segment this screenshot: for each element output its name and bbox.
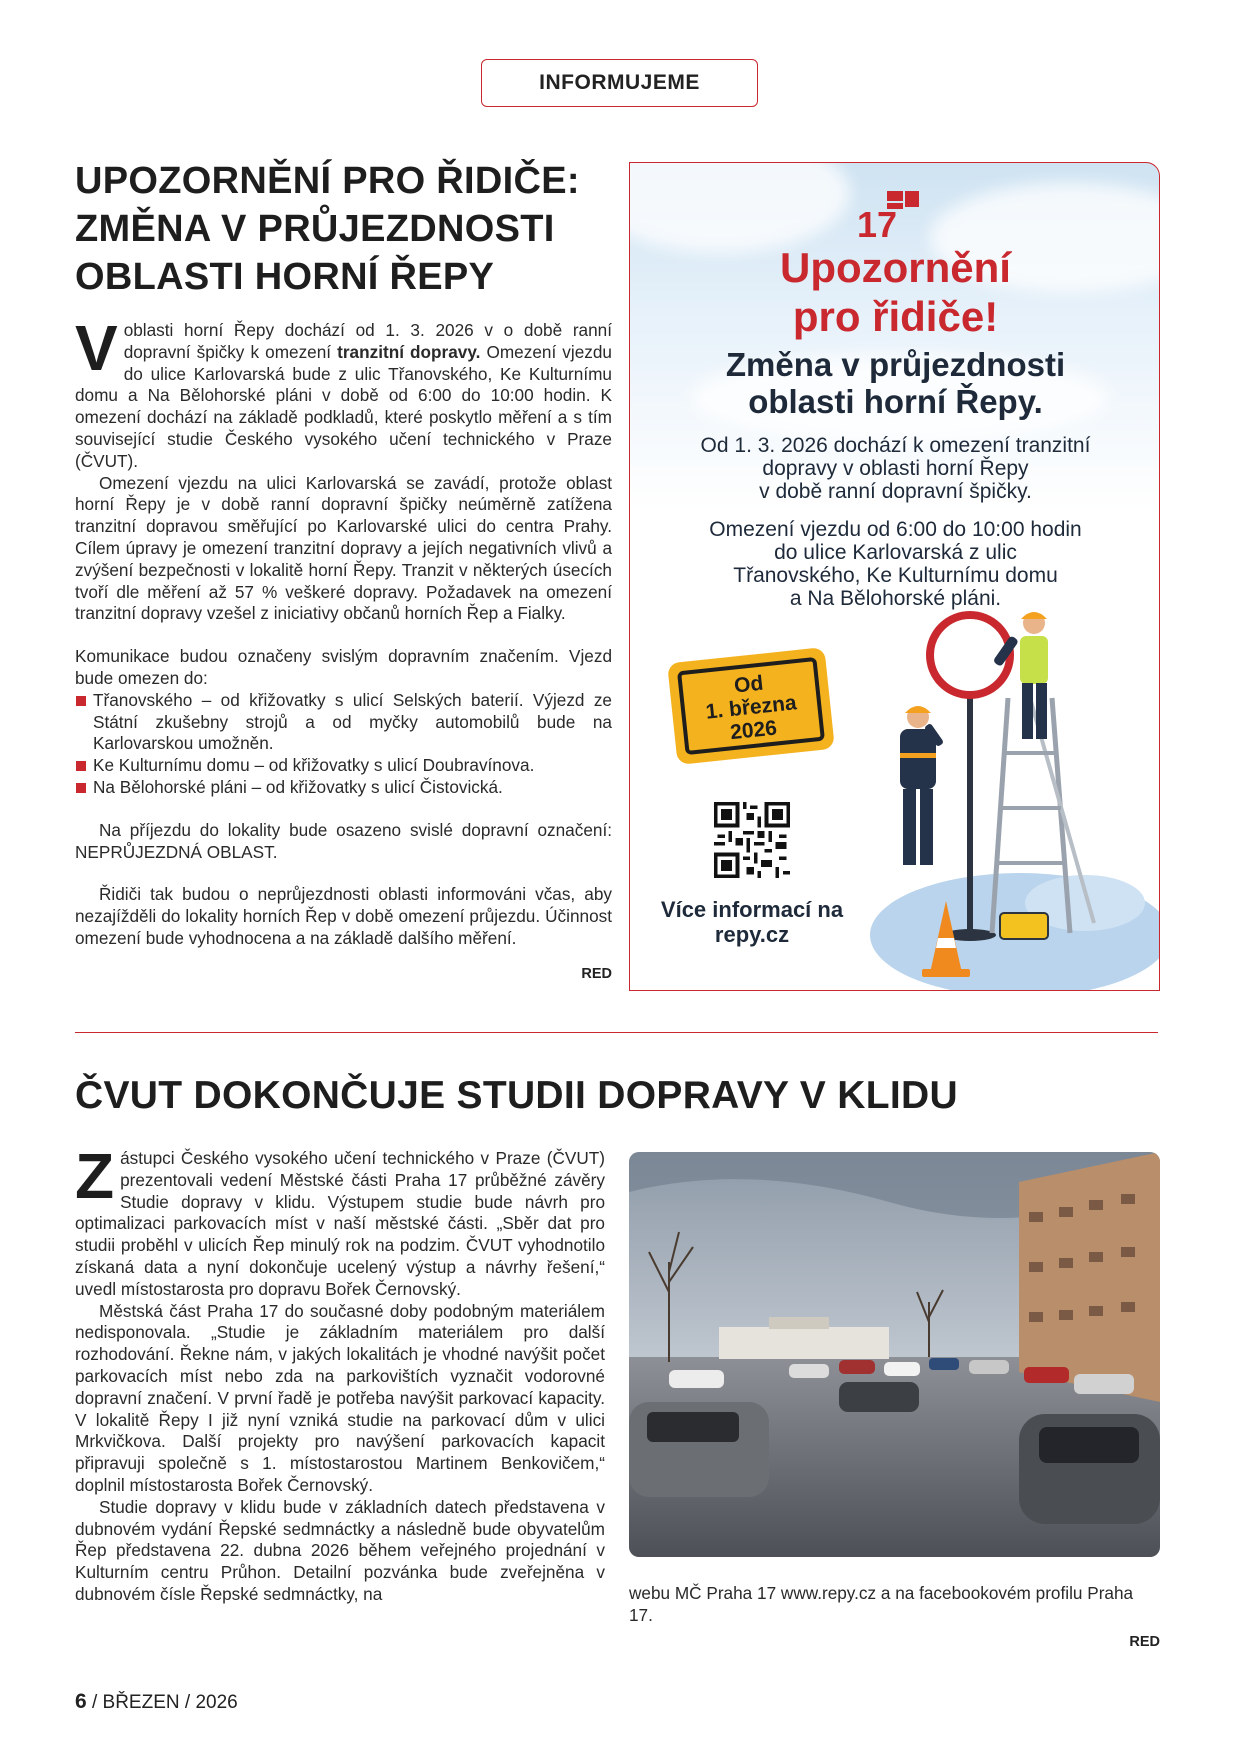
badge-line: 1. března (704, 691, 798, 724)
article1-title-line: OBLASTI HORNÍ ŘEPY (75, 256, 495, 298)
article2-body (75, 1140, 605, 1606)
photo-caption: webu MČ Praha 17 www.repy.cz a na facebookovém profilu Praha 17. (629, 1583, 1134, 1625)
article1-p1-a: oblasti horní Řepy dochází od 1. 3. 2026 v o době ranní dopravní špičky k omezení (123, 320, 612, 362)
article1-p1-bold: tranzitní dopravy. (337, 341, 481, 362)
poster-text-line: Omezení vjezdu od 6:00 do 10:00 hodin (709, 518, 1082, 541)
list-item: Ke Kulturnímu domu – od křižovatky s ulicí Doubravínova. (75, 755, 612, 777)
logo-number: 17 (857, 204, 898, 239)
warning-poster (629, 162, 1160, 991)
article1-title-line: ZMĚNA V PRŮJEZDNOSTI (75, 208, 555, 250)
restriction-list (75, 690, 612, 799)
article1-signature: RED (581, 965, 612, 982)
poster-text-line: Od 1. 3. 2026 dochází k omezení tranzitní (700, 434, 1091, 457)
praha17-logo (857, 191, 921, 239)
poster-text-2 (650, 518, 1141, 610)
poster-text-line: a Na Bělohorské pláni. (789, 587, 1002, 610)
badge-line: Od (733, 671, 765, 698)
workers-illustration (870, 603, 1160, 991)
article2-paragraph: Městská část Praha 17 do současné doby podobným materiálem nedisponovala. „Studie je základním materiálem pro další rozhodování. Řekne nám, v jakých lokalitách je vhodné navýšit počet parkovacích míst nebo zda na parkovištích vyznačit vodorovné dopravní značení. V první řadě je potřeba navýšit parkovací kapacity. V lokalitě Řepy I již nyní vzniká studie na parkovací dům v ulici Mrkvičkova. Další projekty pro navýšení parkovacích kapacit připravuji společně s 1. místostarostou Martinem Benkovičem,“ doplnil místostarosta Bořek Černovský. (75, 1300, 605, 1495)
poster-subtitle-line: oblasti horní Řepy. (748, 383, 1043, 420)
more-info (638, 897, 866, 947)
footer-month: BŘEZEN (102, 1692, 180, 1713)
poster-text-1 (650, 434, 1141, 503)
poster-title (630, 243, 1160, 341)
section-divider (75, 1032, 1158, 1033)
article2-paragraph (75, 1140, 605, 1301)
section-tag: INFORMUJEME (481, 59, 758, 107)
article1-paragraph: Omezení vjezdu na ulici Karlovarská se zavádí, protože oblast horní Řepy je v době ranní dopravní špičky neúměrně zatížena tranzitní dopravou směřující po Karlovarské ulici do centra Prahy. Cílem úpravy je omezení tranzitní dopravy a jejích negativních vlivů a zvýšení bezpečnosti v lokalitě horní Řepy. Tranzit v některých úsecích tvoří dle měření až 57 % veškeré dopravy. Požadavek na omezení tranzitní dopravy vzešel z iniciativy občanů horních Řep a Fialky. (75, 472, 612, 624)
poster-text-line: v době ranní dopravní špičky. (759, 480, 1032, 503)
dropcap: Z (75, 1140, 115, 1212)
article2-signature: RED (1129, 1634, 1160, 1650)
dropcap: V (75, 312, 118, 384)
article1-body (75, 312, 612, 986)
article1-paragraph: Řidiči tak budou o neprůjezdnosti oblasti informováni včas, aby nezajížděli do lokality horních Řep v době omezení průjezdu. Účinnost omezení bude vyhodnocena a na základě dalšího měření. (75, 884, 612, 948)
article2-title: ČVUT DOKONČUJE STUDII DOPRAVY V KLIDU (75, 1074, 958, 1117)
poster-title-line: Upozornění (780, 244, 1011, 291)
article2-p1: ástupci Českého vysokého učení technického v Praze (ČVUT) prezentovali vedení Městské části Praha 17 průběžné závěry Studie dopravy v klidu. Výstupem studie bude návrh pro optimalizaci parkovacích míst v naší městské části. „Sběr dat pro studii proběhl v ulicích Řep minulý rok na podzim. ČVUT vyhodnotilo získaná data a nyní dokončuje ucelený výstup a návrhy řešení,“ uvedl místostarosta pro dopravu Bořek Černovský. (75, 1148, 605, 1299)
qr-code-icon[interactable] (714, 802, 790, 878)
page-footer (75, 1690, 238, 1714)
article1-title-line: UPOZORNĚNÍ PRO ŘIDIČE: (75, 160, 580, 202)
more-info-line: Více informací na (660, 897, 844, 922)
poster-text-line: do ulice Karlovarská z ulic (774, 541, 1017, 564)
poster-text-line: Třanovského, Ke Kulturnímu domu (733, 564, 1058, 587)
footer-sep: / (91, 1692, 98, 1713)
poster-subtitle (630, 346, 1160, 420)
article1-paragraph: Komunikace budou označeny svislým dopravním značením. Vjezd bude omezen do: (75, 646, 612, 688)
poster-text-line: dopravy v oblasti horní Řepy (762, 457, 1029, 480)
page-number: 6 (75, 1690, 87, 1713)
article2-paragraph: Studie dopravy v klidu bude v základních datech představena v dubnovém vydání Řepské sedmnáctky a následně bude obyvatelům Řep představena 22. dubna 2026 během veřejného projednání v Kulturním centru Průhon. Detailní pozvánka bude zveřejněna v dubnovém čísle Řepské sedmnáctky, na (75, 1496, 605, 1604)
footer-sep: / (184, 1692, 191, 1713)
badge-line: 2026 (729, 716, 778, 745)
article1-title (75, 157, 615, 301)
article1-paragraph (75, 312, 612, 473)
article1-paragraph: Na příjezdu do lokality bude osazeno svislé dopravní označení: NEPRŮJEZDNÁ OBLAST. (75, 819, 612, 862)
article1-p1-b: Omezení vjezdu do ulice Karlovarská bude z ulic Třanovského, Ke Kulturnímu domu a Na Bělohorské pláni v době od 6:00 do 10:00 hodin. K omezení dochází na základě podkladů, které poskytlo měření a s tím související studie Českého vysokého učení technického v Praze (ČVUT). (75, 341, 612, 471)
list-item: Na Bělohorské pláni – od křižovatky s ulicí Čistovická. (75, 777, 612, 799)
footer-year: 2026 (195, 1692, 238, 1713)
parking-lot-photo (629, 1152, 1160, 1557)
poster-subtitle-line: Změna v průjezdnosti (725, 346, 1066, 383)
list-item: Třanovského – od křižovatky s ulicí Selských baterií. Výjezd ze Státní zkušebny strojů a od myčky automobilů bude na Karlovarskou umožněn. (75, 690, 612, 755)
more-info-line[interactable]: repy.cz (714, 922, 790, 947)
date-badge (667, 647, 835, 765)
poster-title-line: pro řidiče! (792, 293, 999, 340)
